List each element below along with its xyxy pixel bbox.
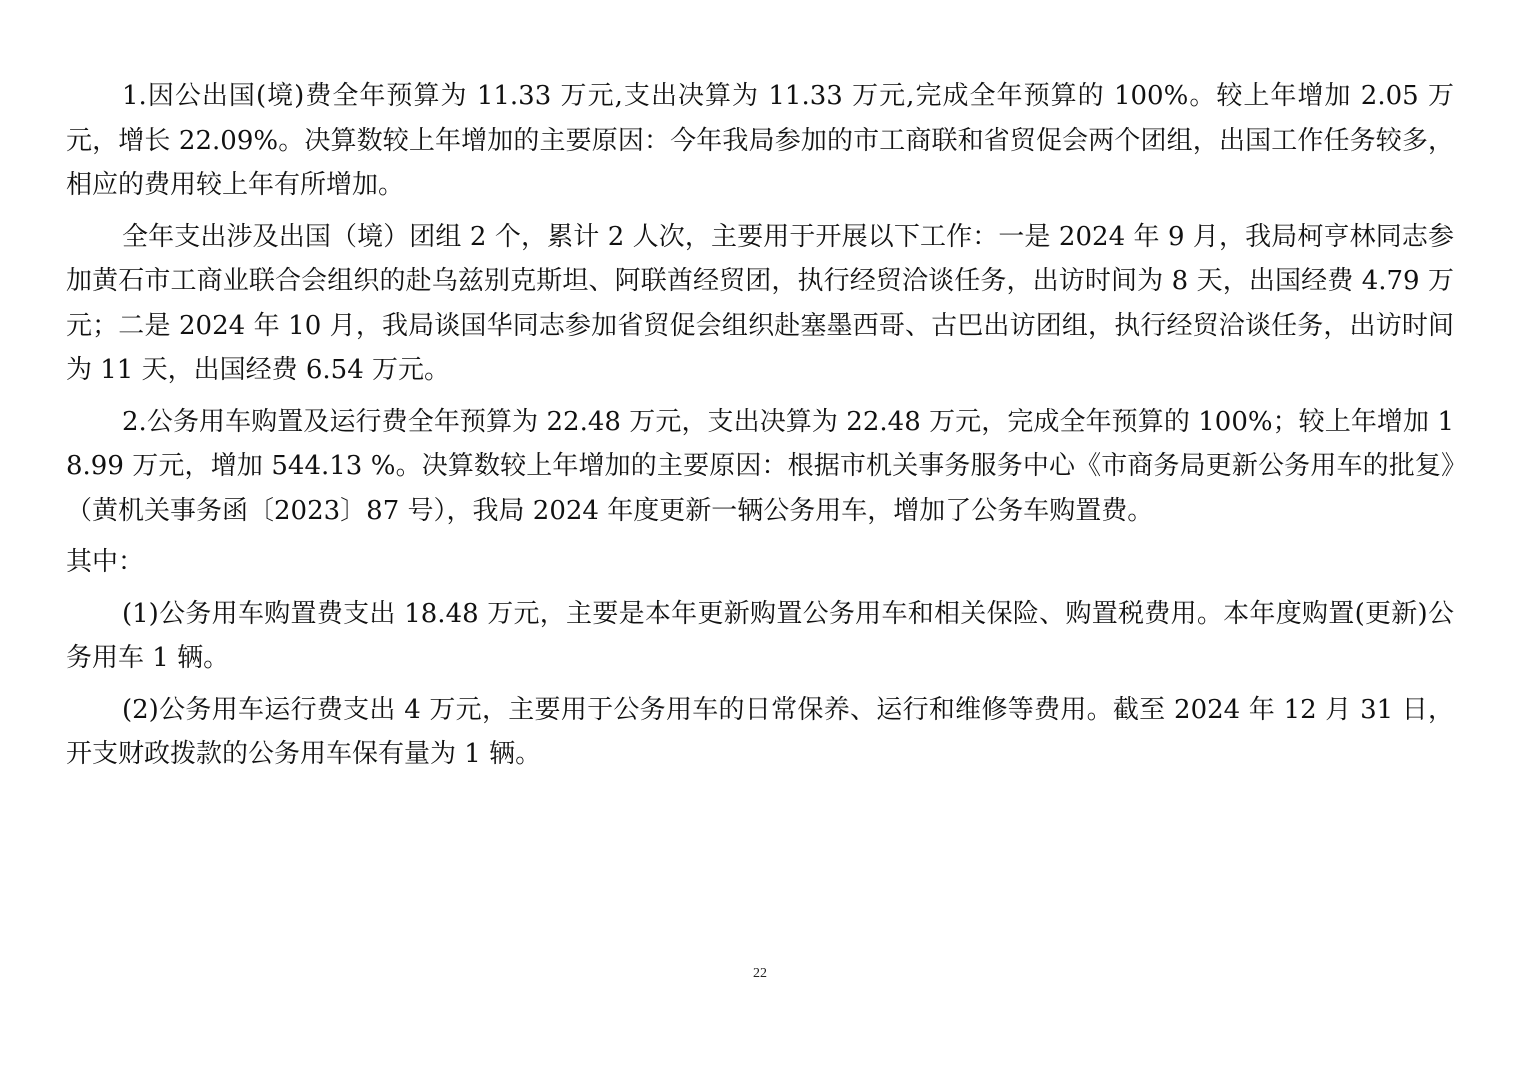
paragraph-official-vehicle-budget: 2.公务用车购置及运行费全年预算为 22.48 万元，支出决算为 22.48 万元，完成全年预算的 100%；较上年增加 18.99 万元，增加 544.13 %。决算数较上年增加的主要原因：根据市机关事务服务中心《市商务局更新公务用车的批复》（黄机关事务函〔2023〕87 号），我局 2024 年度更新一辆公务用车，增加了公务车购置费。 — [66, 406, 1454, 526]
paragraph-vehicle-operation: (2)公务用车运行费支出 4 万元，主要用于公务用车的日常保养、运行和维修等费用。截至 2024 年 12 月 31 日，开支财政拨款的公务用车保有量为 1 辆。 — [66, 694, 1454, 769]
page-number: 22 — [753, 966, 767, 981]
paragraph-overseas-travel-budget: 1.因公出国(境)费全年预算为 11.33 万元,支出决算为 11.33 万元,完成全年预算的 100%。较上年增加 2.05 万元，增长 22.09%。决算数较上年增加的主要原因：今年我局参加的市工商联和省贸促会两个团组，出国工作任务较多，相应的费用较上年有所增加。 — [66, 81, 1454, 200]
paragraph-overseas-delegations: 全年支出涉及出国（境）团组 2 个，累计 2 人次，主要用于开展以下工作：一是 2024 年 9 月，我局柯亨林同志参加黄石市工商业联合会组织的赴乌兹别克斯坦、阿联酋经贸团，执行经贸洽谈任务，出访时间为 8 天，出国经费 4.79 万元；二是 2024 年 10 月，我局谈国华同志参加省贸促会组织赴塞墨西哥、古巴出访团组，执行经贸洽谈任务，出访时间为 11 天，出国经费 6.54 万元。 — [66, 221, 1454, 385]
paragraph-vehicle-purchase: (1)公务用车购置费支出 18.48 万元，主要是本年更新购置公务用车和相关保险、购置税费用。本年度购置(更新)公务用车 1 辆。 — [66, 598, 1454, 673]
document-body — [66, 74, 1454, 784]
paragraph-among-them: 其中： — [66, 547, 145, 577]
